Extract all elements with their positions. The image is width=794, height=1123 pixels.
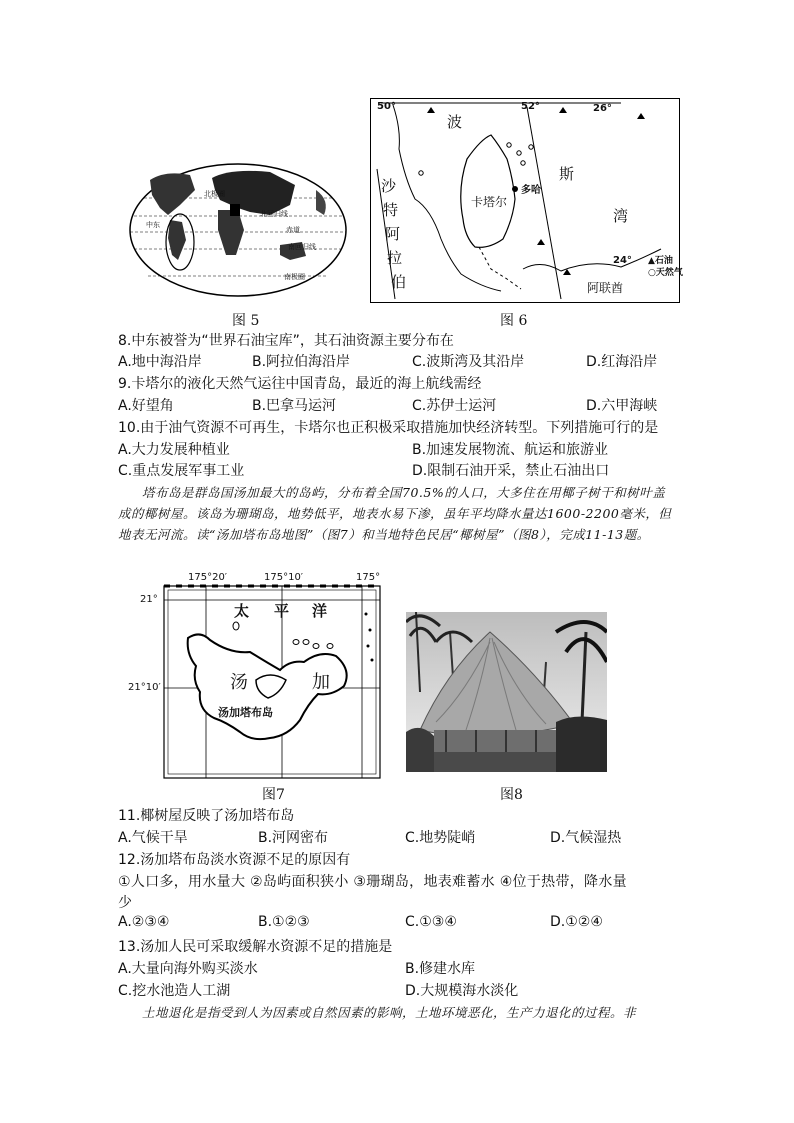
q12-option-d[interactable]: D.①②④ (550, 914, 603, 930)
q8-stem: 8.中东被誉为“世界石油宝库”，其石油资源主要分布在 (118, 333, 454, 349)
label-equator: 赤道 (286, 226, 300, 234)
qatar-map-drawing (371, 99, 677, 300)
q10-option-d[interactable]: D.限制石油开采，禁止石油出口 (412, 463, 610, 479)
q8-option-c[interactable]: C.波斯湾及其沿岸 (412, 354, 525, 370)
label-sea-char-1: 波 (447, 113, 463, 131)
q10-option-b[interactable]: B.加速发展物流、航运和旅游业 (412, 442, 609, 458)
passage-tonga: 塔布岛是群岛国汤加最大的岛屿，分布着全国70.5%的人口，大多住在用椰子树干和树叶盖成的椰树屋。该岛为珊瑚岛，地势低平，地表水易下渗，虽年平均降水量达1600-2200毫米，但地表无河流。读“汤加塔布岛地图”（图7）和当地特色民居“椰树屋”（图8），完成11-13题。 (118, 485, 672, 542)
q9-option-b[interactable]: B.巴拿马运河 (252, 398, 337, 414)
figure-8-coconut-house-photo (406, 612, 607, 772)
legend-oil: ▲石油 (648, 256, 673, 266)
q13-option-d[interactable]: D.大规模海水淡化 (405, 983, 519, 999)
label-lon-175-10: 175°10′ (264, 572, 304, 583)
label-tonga-char-1: 汤 (230, 672, 248, 693)
figure-7-tonga-map (128, 570, 390, 780)
figure-6-qatar-map (370, 98, 680, 303)
figure-6-legend (648, 255, 683, 279)
passage-land-degradation: 土地退化是指受到人为因素或自然因素的影响，土地环境恶化，生产力退化的过程。非 (142, 1005, 637, 1020)
q8-option-d[interactable]: D.红海沿岸 (586, 354, 658, 370)
world-map-drawing (120, 160, 350, 305)
q13-option-c[interactable]: C.挖水池造人工湖 (118, 983, 231, 999)
label-tropic-of-cancer: 北回归线 (260, 210, 288, 218)
q11-option-b[interactable]: B.河网密布 (258, 830, 329, 846)
label-pacific-char-3: 洋 (312, 602, 328, 620)
q12-reasons-line-1: ①人口多，用水量大 ②岛屿面积狭小 ③珊瑚岛，地表难蓄水 ④位于热带，降水量 (118, 874, 627, 890)
q9-option-d[interactable]: D.六甲海峡 (586, 398, 658, 414)
label-lon-52: 52° (521, 101, 540, 112)
label-saudi-char-1: 沙 (381, 177, 397, 195)
figure-6-caption: 图 6 (500, 313, 528, 329)
label-lat-24: 24° (613, 255, 632, 266)
figure-7-caption: 图7 (262, 787, 285, 803)
label-lon-175: 175° (356, 572, 381, 583)
q12-option-c[interactable]: C.①③④ (405, 914, 457, 930)
q13-option-a[interactable]: A.大量向海外购买淡水 (118, 961, 258, 977)
label-saudi-char-3: 阿 (385, 225, 401, 243)
label-middle-east: 中东 (146, 221, 160, 229)
q10-stem: 10.由于油气资源不可再生，卡塔尔也正积极采取措施加快经济转型。下列措施可行的是 (118, 420, 659, 436)
label-lon-50: 50° (377, 101, 396, 112)
label-north-polar-circle: 北极圈 (204, 190, 225, 198)
q10-option-c[interactable]: C.重点发展军事工业 (118, 463, 245, 479)
label-pacific-char-2: 平 (274, 602, 290, 620)
label-lon-175-20: 175°20′ (188, 572, 228, 583)
label-tropic-of-capricorn: 南回归线 (288, 243, 316, 251)
q11-option-d[interactable]: D.气候湿热 (550, 830, 622, 846)
label-tonga-char-2: 加 (312, 672, 330, 693)
q11-stem: 11.椰树屋反映了汤加塔布岛 (118, 808, 295, 824)
q12-option-a[interactable]: A.②③④ (118, 914, 170, 930)
label-doha: 多哈 (521, 185, 541, 196)
label-sea-char-2: 斯 (559, 165, 575, 183)
label-uae: 阿联酋 (587, 281, 624, 295)
q9-option-c[interactable]: C.苏伊士运河 (412, 398, 497, 414)
q12-stem: 12.汤加塔布岛淡水资源不足的原因有 (118, 852, 351, 868)
tonga-map-drawing (140, 570, 390, 780)
label-pacific-char-1: 太 (234, 602, 250, 620)
legend-gas: ○天然气 (648, 268, 683, 278)
label-lat-26: 26° (593, 103, 612, 114)
q9-option-a[interactable]: A.好望角 (118, 398, 174, 414)
q8-option-a[interactable]: A.地中海沿岸 (118, 354, 202, 370)
q9-stem: 9.卡塔尔的液化天然气运往中国青岛，最近的海上航线需经 (118, 376, 482, 392)
label-qatar: 卡塔尔 (471, 195, 508, 209)
label-saudi-char-4: 拉 (387, 249, 403, 267)
q13-stem: 13.汤加人民可采取缓解水资源不足的措施是 (118, 939, 393, 955)
label-south-polar-circle: 南极圈 (284, 273, 305, 281)
q11-option-c[interactable]: C.地势陡峭 (405, 830, 476, 846)
q13-option-b[interactable]: B.修建水库 (405, 961, 476, 977)
q12-reasons-line-2: 少 (118, 895, 132, 911)
label-sea-char-3: 湾 (613, 207, 629, 225)
q8-option-b[interactable]: B.阿拉伯海沿岸 (252, 354, 351, 370)
label-lat-21-10: 21°10′ (128, 682, 161, 693)
q10-option-a[interactable]: A.大力发展种植业 (118, 442, 230, 458)
coconut-house-drawing (406, 612, 607, 772)
label-saudi-char-5: 伯 (391, 273, 407, 291)
q12-option-b[interactable]: B.①②③ (258, 914, 310, 930)
figure-8-caption: 图8 (500, 787, 523, 803)
label-saudi-char-2: 特 (383, 201, 399, 219)
label-lat-21: 21° (140, 594, 158, 605)
q11-option-a[interactable]: A.气候干旱 (118, 830, 188, 846)
figure-5-caption: 图 5 (232, 313, 260, 329)
figure-5-world-map (120, 160, 350, 305)
label-tongatapu-island: 汤加塔布岛 (218, 706, 273, 719)
